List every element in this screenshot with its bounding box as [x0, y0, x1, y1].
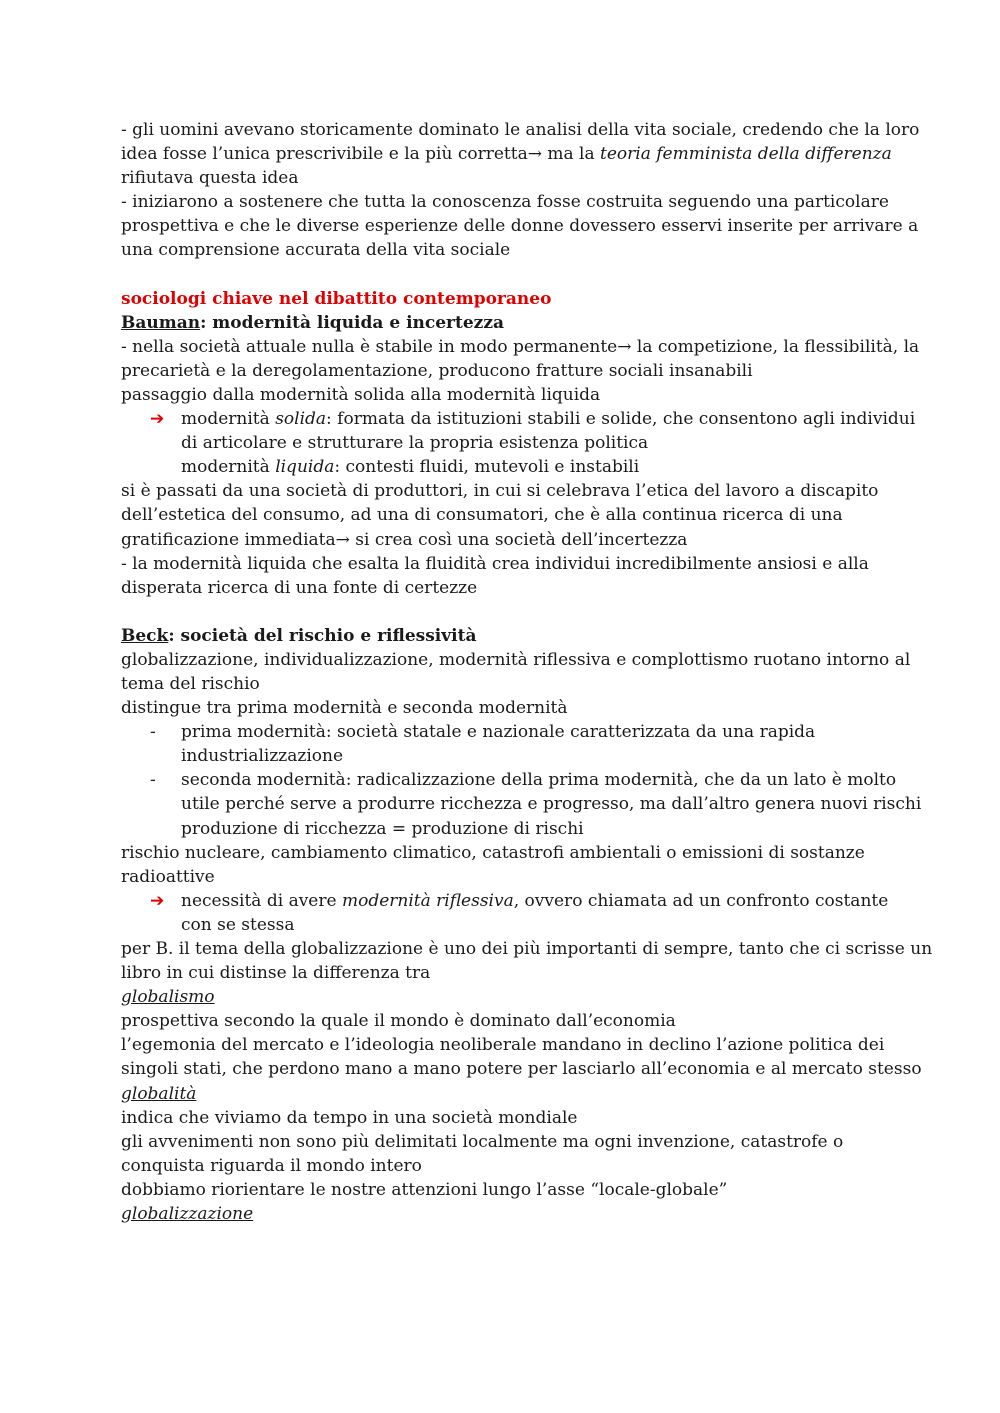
text-line: gratificazione immediata→ si crea così una società dell’incertezza	[121, 529, 688, 550]
dash-continuation: produzione di ricchezza = produzione di rischi	[181, 818, 584, 839]
dash-marker: -	[150, 722, 156, 743]
dash-continuation: utile perché serve a produrre ricchezza e progresso, ma dall’altro genera nuovi rischi	[181, 794, 922, 815]
author-name: Bauman	[121, 312, 201, 333]
text-line: dell’estetica del consumo, ad una di consumatori, che è alla continua ricerca di una	[121, 505, 843, 526]
arrow-icon: ➔	[150, 409, 165, 430]
dash-item: - seconda modernità: radicalizzazione della prima modernità, che da un lato è molto	[121, 768, 886, 792]
text-line: si è passati da una società di produttori, in cui si celebrava l’etica del lavoro a discapito	[121, 481, 879, 502]
text-line: una comprensione accurata della vita sociale	[121, 240, 511, 261]
text-line: conquista riguarda il mondo intero	[121, 1155, 422, 1176]
text-line: gli avvenimenti non sono più delimitati localmente ma ogni invenzione, catastrofe o	[121, 1131, 844, 1152]
text-line: tema del rischio	[121, 673, 260, 694]
text-line: libro in cui distinse la differenza tra	[121, 963, 431, 984]
dash-continuation: industrializzazione	[181, 746, 344, 767]
text-line: idea fosse l’unica prescrivibile e la più corretta→ ma la teoria femminista della differenza	[121, 144, 892, 165]
text-line: rischio nucleare, cambiamento climatico, catastrofi ambientali o emissioni di sostanze	[121, 842, 865, 863]
text-line: radioattive	[121, 866, 215, 887]
term-heading: globalità	[121, 1083, 197, 1104]
text-line: - nella società attuale nulla è stabile in modo permanente→ la competizione, la flessibilità, la	[121, 336, 920, 357]
text-line: distingue tra prima modernità e seconda modernità	[121, 698, 568, 719]
italic-term: teoria femminista della differenza	[600, 144, 892, 165]
text-line: - iniziarono a sostenere che tutta la conoscenza fosse costruita seguendo una particolare	[121, 192, 889, 213]
term-heading: globalismo	[121, 987, 215, 1008]
text-line: globalizzazione, individualizzazione, modernità riflessiva e complottismo ruotano intorno al	[121, 649, 911, 670]
bullet-continuation: modernità liquida: contesti fluidi, mutevoli e instabili	[181, 457, 640, 478]
text-line: - la modernità liquida che esalta la fluidità crea individui incredibilmente ansiosi e alla	[121, 553, 869, 574]
text-line: prospettiva e che le diverse esperienze delle donne dovessero esservi inserite per arrivare a	[121, 216, 919, 237]
bullet-continuation: di articolare e strutturare la propria esistenza politica	[181, 433, 649, 454]
text-line: rifiutava questa idea	[121, 168, 299, 189]
text-line: singoli stati, che perdono mano a mano potere per lasciarlo all’economia e al mercato stesso	[121, 1059, 922, 1080]
bauman-section	[121, 311, 920, 600]
text-line: l’egemonia del mercato e l’ideologia neoliberale mandano in declino l’azione politica dei	[121, 1035, 885, 1056]
bauman-heading: Bauman: modernità liquida e incertezza	[121, 312, 505, 333]
beck-heading: Beck: società del rischio e riflessività	[121, 625, 477, 646]
document-page	[121, 118, 933, 1226]
dash-item: - prima modernità: società statale e nazionale caratterizzata da una rapida	[121, 720, 886, 744]
dash-marker: -	[150, 770, 156, 791]
text-line: per B. il tema della globalizzazione è uno dei più importanti di sempre, tanto che ci scrisse un	[121, 939, 933, 959]
author-name: Beck	[121, 625, 169, 646]
text-line: prospettiva secondo la quale il mondo è dominato dall’economia	[121, 1011, 676, 1032]
arrow-icon: ➔	[150, 890, 165, 911]
bullet-continuation: con se stessa	[181, 914, 295, 935]
bullet-item: ➔ necessità di avere modernità riflessiva, ovvero chiamata ad un confronto costante	[121, 889, 886, 913]
section-title: sociologi chiave nel dibattito contemporaneo	[121, 288, 552, 309]
term-heading: globalizzazione	[121, 1204, 254, 1225]
beck-section	[121, 624, 933, 1226]
text-line: dobbiamo riorientare le nostre attenzioni lungo l’asse “locale-globale”	[121, 1179, 728, 1200]
text-line: indica che viviamo da tempo in una società mondiale	[121, 1107, 578, 1128]
bullet-item: ➔ modernità solida: formata da istituzioni stabili e solide, che consentono agli individui	[121, 407, 886, 431]
text-line: precarietà e la deregolamentazione, producono fratture sociali insanabili	[121, 360, 753, 381]
text-line: - gli uomini avevano storicamente dominato le analisi della vita sociale, credendo che la loro	[121, 120, 920, 140]
intro-block	[121, 118, 920, 263]
text-line: disperata ricerca di una fonte di certezze	[121, 577, 478, 598]
text-line: passaggio dalla modernità solida alla modernità liquida	[121, 384, 601, 405]
